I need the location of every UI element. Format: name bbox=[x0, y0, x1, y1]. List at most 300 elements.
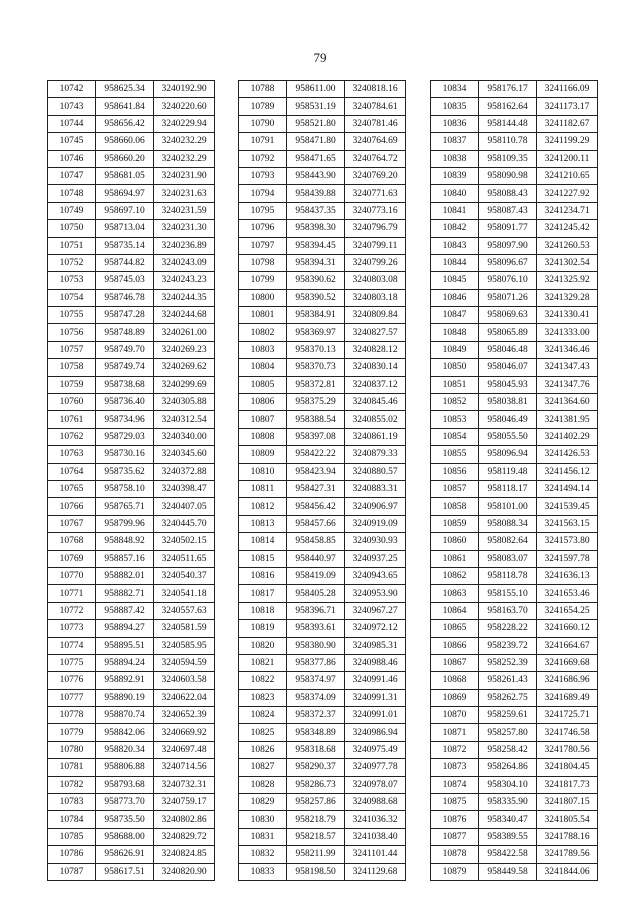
y-coordinate-cell: 3241227.92 bbox=[537, 185, 598, 202]
point-id-cell: 10807 bbox=[239, 411, 287, 428]
y-coordinate-cell: 3240759.17 bbox=[154, 794, 215, 811]
table-row bbox=[48, 98, 215, 115]
table-row bbox=[48, 480, 215, 497]
table-row bbox=[239, 759, 406, 776]
y-coordinate-cell: 3241844.06 bbox=[537, 863, 598, 880]
table-row bbox=[431, 289, 598, 306]
page-number: 79 bbox=[313, 50, 327, 65]
x-coordinate-cell: 958423.94 bbox=[287, 463, 345, 480]
table-row bbox=[48, 220, 215, 237]
y-coordinate-cell: 3240594.59 bbox=[154, 654, 215, 671]
table-row bbox=[431, 341, 598, 358]
x-coordinate-cell: 958440.97 bbox=[287, 550, 345, 567]
point-id-cell: 10843 bbox=[431, 237, 479, 254]
x-coordinate-cell: 958076.10 bbox=[479, 272, 537, 289]
point-id-cell: 10809 bbox=[239, 446, 287, 463]
y-coordinate-cell: 3240830.14 bbox=[345, 359, 406, 376]
y-coordinate-cell: 3240732.31 bbox=[154, 776, 215, 793]
point-id-cell: 10808 bbox=[239, 428, 287, 445]
y-coordinate-cell: 3240340.00 bbox=[154, 428, 215, 445]
point-id-cell: 10871 bbox=[431, 724, 479, 741]
y-coordinate-cell: 3241664.67 bbox=[537, 637, 598, 654]
table-row bbox=[431, 446, 598, 463]
y-coordinate-cell: 3241364.60 bbox=[537, 394, 598, 411]
y-coordinate-cell: 3241381.95 bbox=[537, 411, 598, 428]
point-id-cell: 10819 bbox=[239, 620, 287, 637]
x-coordinate-cell: 958046.48 bbox=[479, 341, 537, 358]
table-row bbox=[48, 654, 215, 671]
point-id-cell: 10836 bbox=[431, 115, 479, 132]
point-id-cell: 10828 bbox=[239, 776, 287, 793]
y-coordinate-cell: 3240906.97 bbox=[345, 498, 406, 515]
table-row bbox=[48, 150, 215, 167]
table-row bbox=[431, 98, 598, 115]
point-id-cell: 10792 bbox=[239, 150, 287, 167]
x-coordinate-cell: 958734.96 bbox=[96, 411, 154, 428]
table-row bbox=[48, 81, 215, 98]
y-coordinate-cell: 3241597.78 bbox=[537, 550, 598, 567]
x-coordinate-cell: 958211.99 bbox=[287, 846, 345, 863]
y-coordinate-cell: 3241653.46 bbox=[537, 585, 598, 602]
table-row bbox=[48, 620, 215, 637]
point-id-cell: 10774 bbox=[48, 637, 96, 654]
point-id-cell: 10867 bbox=[431, 654, 479, 671]
table-row bbox=[48, 533, 215, 550]
y-coordinate-cell: 3240803.18 bbox=[345, 289, 406, 306]
x-coordinate-cell: 958239.72 bbox=[479, 637, 537, 654]
table-row bbox=[48, 202, 215, 219]
y-coordinate-cell: 3241199.29 bbox=[537, 133, 598, 150]
table-row bbox=[239, 98, 406, 115]
y-coordinate-cell: 3241669.68 bbox=[537, 654, 598, 671]
table-row bbox=[239, 654, 406, 671]
point-id-cell: 10842 bbox=[431, 220, 479, 237]
y-coordinate-cell: 3240809.84 bbox=[345, 307, 406, 324]
point-id-cell: 10863 bbox=[431, 585, 479, 602]
y-coordinate-cell: 3241182.67 bbox=[537, 115, 598, 132]
point-id-cell: 10859 bbox=[431, 515, 479, 532]
table-row bbox=[48, 811, 215, 828]
x-coordinate-cell: 958848.92 bbox=[96, 533, 154, 550]
y-coordinate-cell: 3241329.28 bbox=[537, 289, 598, 306]
y-coordinate-cell: 3240243.23 bbox=[154, 272, 215, 289]
y-coordinate-cell: 3240837.12 bbox=[345, 376, 406, 393]
table-row bbox=[48, 741, 215, 758]
table-row bbox=[431, 828, 598, 845]
y-coordinate-cell: 3240269.62 bbox=[154, 359, 215, 376]
x-coordinate-cell: 958443.90 bbox=[287, 167, 345, 184]
y-coordinate-cell: 3240445.70 bbox=[154, 515, 215, 532]
point-id-cell: 10862 bbox=[431, 567, 479, 584]
point-id-cell: 10870 bbox=[431, 707, 479, 724]
x-coordinate-cell: 958096.94 bbox=[479, 446, 537, 463]
y-coordinate-cell: 3240231.63 bbox=[154, 185, 215, 202]
table-row bbox=[48, 602, 215, 619]
x-coordinate-cell: 958617.51 bbox=[96, 863, 154, 880]
y-coordinate-cell: 3240299.69 bbox=[154, 376, 215, 393]
y-coordinate-cell: 3240781.46 bbox=[345, 115, 406, 132]
point-id-cell: 10787 bbox=[48, 863, 96, 880]
y-coordinate-cell: 3241245.42 bbox=[537, 220, 598, 237]
x-coordinate-cell: 958749.74 bbox=[96, 359, 154, 376]
x-coordinate-cell: 958218.79 bbox=[287, 811, 345, 828]
y-coordinate-cell: 3240232.29 bbox=[154, 133, 215, 150]
y-coordinate-cell: 3240244.35 bbox=[154, 289, 215, 306]
table-row bbox=[48, 550, 215, 567]
table-row bbox=[48, 863, 215, 880]
x-coordinate-cell: 958380.90 bbox=[287, 637, 345, 654]
table-row bbox=[431, 133, 598, 150]
point-id-cell: 10821 bbox=[239, 654, 287, 671]
y-coordinate-cell: 3240967.27 bbox=[345, 602, 406, 619]
point-id-cell: 10856 bbox=[431, 463, 479, 480]
x-coordinate-cell: 958397.08 bbox=[287, 428, 345, 445]
table-row bbox=[48, 394, 215, 411]
point-id-cell: 10817 bbox=[239, 585, 287, 602]
x-coordinate-cell: 958370.73 bbox=[287, 359, 345, 376]
y-coordinate-cell: 3241689.49 bbox=[537, 689, 598, 706]
point-id-cell: 10832 bbox=[239, 846, 287, 863]
point-id-cell: 10835 bbox=[431, 98, 479, 115]
y-coordinate-cell: 3240827.57 bbox=[345, 324, 406, 341]
table-row bbox=[48, 115, 215, 132]
table-row bbox=[48, 689, 215, 706]
y-coordinate-cell: 3241036.32 bbox=[345, 811, 406, 828]
table-row bbox=[431, 359, 598, 376]
table-row bbox=[431, 689, 598, 706]
point-id-cell: 10801 bbox=[239, 307, 287, 324]
point-id-cell: 10827 bbox=[239, 759, 287, 776]
table-row bbox=[431, 185, 598, 202]
y-coordinate-cell: 3240764.69 bbox=[345, 133, 406, 150]
x-coordinate-cell: 958405.28 bbox=[287, 585, 345, 602]
table-row bbox=[239, 498, 406, 515]
table-row bbox=[431, 533, 598, 550]
x-coordinate-cell: 958374.09 bbox=[287, 689, 345, 706]
y-coordinate-cell: 3240975.49 bbox=[345, 741, 406, 758]
point-id-cell: 10861 bbox=[431, 550, 479, 567]
y-coordinate-cell: 3240232.29 bbox=[154, 150, 215, 167]
y-coordinate-cell: 3241346.46 bbox=[537, 341, 598, 358]
table-row bbox=[239, 133, 406, 150]
table-row bbox=[239, 289, 406, 306]
table-row bbox=[48, 185, 215, 202]
x-coordinate-cell: 958799.96 bbox=[96, 515, 154, 532]
point-id-cell: 10786 bbox=[48, 846, 96, 863]
y-coordinate-cell: 3240511.65 bbox=[154, 550, 215, 567]
x-coordinate-cell: 958377.86 bbox=[287, 654, 345, 671]
point-id-cell: 10868 bbox=[431, 672, 479, 689]
table-row bbox=[239, 202, 406, 219]
point-id-cell: 10872 bbox=[431, 741, 479, 758]
point-id-cell: 10876 bbox=[431, 811, 479, 828]
table-row bbox=[431, 759, 598, 776]
point-id-cell: 10765 bbox=[48, 480, 96, 497]
table-row bbox=[48, 567, 215, 584]
point-id-cell: 10831 bbox=[239, 828, 287, 845]
point-id-cell: 10788 bbox=[239, 81, 287, 98]
x-coordinate-cell: 958439.88 bbox=[287, 185, 345, 202]
x-coordinate-cell: 958119.48 bbox=[479, 463, 537, 480]
x-coordinate-cell: 958162.64 bbox=[479, 98, 537, 115]
y-coordinate-cell: 3240229.94 bbox=[154, 115, 215, 132]
point-id-cell: 10841 bbox=[431, 202, 479, 219]
x-coordinate-cell: 958746.78 bbox=[96, 289, 154, 306]
y-coordinate-cell: 3240769.20 bbox=[345, 167, 406, 184]
x-coordinate-cell: 958437.35 bbox=[287, 202, 345, 219]
x-coordinate-cell: 958396.71 bbox=[287, 602, 345, 619]
point-id-cell: 10848 bbox=[431, 324, 479, 341]
y-coordinate-cell: 3240991.01 bbox=[345, 707, 406, 724]
y-coordinate-cell: 3240861.19 bbox=[345, 428, 406, 445]
point-id-cell: 10798 bbox=[239, 254, 287, 271]
table-row bbox=[431, 254, 598, 271]
point-id-cell: 10796 bbox=[239, 220, 287, 237]
table-row bbox=[239, 167, 406, 184]
point-id-cell: 10751 bbox=[48, 237, 96, 254]
table-row bbox=[431, 567, 598, 584]
table-row bbox=[48, 254, 215, 271]
point-id-cell: 10878 bbox=[431, 846, 479, 863]
table-row bbox=[48, 324, 215, 341]
x-coordinate-cell: 958257.80 bbox=[479, 724, 537, 741]
x-coordinate-cell: 958045.93 bbox=[479, 376, 537, 393]
x-coordinate-cell: 958531.19 bbox=[287, 98, 345, 115]
x-coordinate-cell: 958252.39 bbox=[479, 654, 537, 671]
y-coordinate-cell: 3240802.86 bbox=[154, 811, 215, 828]
point-id-cell: 10758 bbox=[48, 359, 96, 376]
x-coordinate-cell: 958286.73 bbox=[287, 776, 345, 793]
table-row bbox=[48, 828, 215, 845]
y-coordinate-cell: 3240669.92 bbox=[154, 724, 215, 741]
y-coordinate-cell: 3240799.11 bbox=[345, 237, 406, 254]
table-row bbox=[431, 480, 598, 497]
x-coordinate-cell: 958384.91 bbox=[287, 307, 345, 324]
table-row bbox=[431, 585, 598, 602]
x-coordinate-cell: 958071.26 bbox=[479, 289, 537, 306]
x-coordinate-cell: 958735.14 bbox=[96, 237, 154, 254]
point-id-cell: 10874 bbox=[431, 776, 479, 793]
table-row bbox=[48, 637, 215, 654]
y-coordinate-cell: 3241817.73 bbox=[537, 776, 598, 793]
x-coordinate-cell: 958890.19 bbox=[96, 689, 154, 706]
table-row bbox=[431, 237, 598, 254]
x-coordinate-cell: 958457.66 bbox=[287, 515, 345, 532]
table-row bbox=[48, 272, 215, 289]
y-coordinate-cell: 3240978.07 bbox=[345, 776, 406, 793]
table-row bbox=[239, 741, 406, 758]
table-row bbox=[239, 602, 406, 619]
x-coordinate-cell: 958744.82 bbox=[96, 254, 154, 271]
y-coordinate-cell: 3241210.65 bbox=[537, 167, 598, 184]
x-coordinate-cell: 958118.78 bbox=[479, 567, 537, 584]
x-coordinate-cell: 958393.61 bbox=[287, 620, 345, 637]
x-coordinate-cell: 958471.65 bbox=[287, 150, 345, 167]
table-row bbox=[431, 550, 598, 567]
table-row bbox=[431, 167, 598, 184]
x-coordinate-cell: 958083.07 bbox=[479, 550, 537, 567]
table-row bbox=[239, 376, 406, 393]
point-id-cell: 10766 bbox=[48, 498, 96, 515]
point-id-cell: 10759 bbox=[48, 376, 96, 393]
x-coordinate-cell: 958694.97 bbox=[96, 185, 154, 202]
table-row bbox=[48, 341, 215, 358]
x-coordinate-cell: 958419.09 bbox=[287, 567, 345, 584]
x-coordinate-cell: 958427.31 bbox=[287, 480, 345, 497]
x-coordinate-cell: 958109.35 bbox=[479, 150, 537, 167]
x-coordinate-cell: 958626.91 bbox=[96, 846, 154, 863]
y-coordinate-cell: 3240581.59 bbox=[154, 620, 215, 637]
point-id-cell: 10869 bbox=[431, 689, 479, 706]
point-id-cell: 10799 bbox=[239, 272, 287, 289]
y-coordinate-cell: 3240312.54 bbox=[154, 411, 215, 428]
table-row bbox=[431, 411, 598, 428]
y-coordinate-cell: 3240345.60 bbox=[154, 446, 215, 463]
table-row bbox=[48, 759, 215, 776]
x-coordinate-cell: 958261.43 bbox=[479, 672, 537, 689]
table-row bbox=[239, 776, 406, 793]
table-row bbox=[239, 359, 406, 376]
y-coordinate-cell: 3241686.96 bbox=[537, 672, 598, 689]
table-row bbox=[431, 811, 598, 828]
x-coordinate-cell: 958735.62 bbox=[96, 463, 154, 480]
y-coordinate-cell: 3241780.56 bbox=[537, 741, 598, 758]
x-coordinate-cell: 958449.58 bbox=[479, 863, 537, 880]
y-coordinate-cell: 3240714.56 bbox=[154, 759, 215, 776]
point-id-cell: 10776 bbox=[48, 672, 96, 689]
y-coordinate-cell: 3241725.71 bbox=[537, 707, 598, 724]
y-coordinate-cell: 3240828.12 bbox=[345, 341, 406, 358]
x-coordinate-cell: 958749.70 bbox=[96, 341, 154, 358]
y-coordinate-cell: 3240991.31 bbox=[345, 689, 406, 706]
point-id-cell: 10756 bbox=[48, 324, 96, 341]
y-coordinate-cell: 3241654.25 bbox=[537, 602, 598, 619]
y-coordinate-cell: 3241333.00 bbox=[537, 324, 598, 341]
point-id-cell: 10813 bbox=[239, 515, 287, 532]
x-coordinate-cell: 958372.37 bbox=[287, 707, 345, 724]
table-row bbox=[431, 428, 598, 445]
x-coordinate-cell: 958096.67 bbox=[479, 254, 537, 271]
x-coordinate-cell: 958228.22 bbox=[479, 620, 537, 637]
x-coordinate-cell: 958388.54 bbox=[287, 411, 345, 428]
point-id-cell: 10770 bbox=[48, 567, 96, 584]
point-id-cell: 10761 bbox=[48, 411, 96, 428]
point-id-cell: 10780 bbox=[48, 741, 96, 758]
y-coordinate-cell: 3240622.04 bbox=[154, 689, 215, 706]
table-row bbox=[239, 550, 406, 567]
y-coordinate-cell: 3240977.78 bbox=[345, 759, 406, 776]
table-row bbox=[48, 167, 215, 184]
x-coordinate-cell: 958176.17 bbox=[479, 81, 537, 98]
point-id-cell: 10822 bbox=[239, 672, 287, 689]
y-coordinate-cell: 3241129.68 bbox=[345, 863, 406, 880]
table-row bbox=[239, 446, 406, 463]
x-coordinate-cell: 958895.51 bbox=[96, 637, 154, 654]
x-coordinate-cell: 958290.37 bbox=[287, 759, 345, 776]
table-row bbox=[431, 376, 598, 393]
x-coordinate-cell: 958456.42 bbox=[287, 498, 345, 515]
point-id-cell: 10789 bbox=[239, 98, 287, 115]
x-coordinate-cell: 958038.81 bbox=[479, 394, 537, 411]
table-row bbox=[239, 811, 406, 828]
table-row bbox=[239, 115, 406, 132]
y-coordinate-cell: 3240244.68 bbox=[154, 307, 215, 324]
point-id-cell: 10775 bbox=[48, 654, 96, 671]
x-coordinate-cell: 958882.01 bbox=[96, 567, 154, 584]
x-coordinate-cell: 958390.52 bbox=[287, 289, 345, 306]
point-id-cell: 10851 bbox=[431, 376, 479, 393]
point-id-cell: 10793 bbox=[239, 167, 287, 184]
y-coordinate-cell: 3241660.12 bbox=[537, 620, 598, 637]
point-id-cell: 10852 bbox=[431, 394, 479, 411]
x-coordinate-cell: 958257.86 bbox=[287, 794, 345, 811]
point-id-cell: 10879 bbox=[431, 863, 479, 880]
table-row bbox=[431, 394, 598, 411]
x-coordinate-cell: 958090.98 bbox=[479, 167, 537, 184]
table-row bbox=[239, 150, 406, 167]
table-row bbox=[48, 133, 215, 150]
table-row bbox=[431, 150, 598, 167]
x-coordinate-cell: 958842.06 bbox=[96, 724, 154, 741]
x-coordinate-cell: 958097.90 bbox=[479, 237, 537, 254]
point-id-cell: 10826 bbox=[239, 741, 287, 758]
table-row bbox=[431, 115, 598, 132]
y-coordinate-cell: 3240261.00 bbox=[154, 324, 215, 341]
table-row bbox=[239, 689, 406, 706]
table-row bbox=[48, 776, 215, 793]
y-coordinate-cell: 3240557.63 bbox=[154, 602, 215, 619]
x-coordinate-cell: 958218.57 bbox=[287, 828, 345, 845]
y-coordinate-cell: 3240986.94 bbox=[345, 724, 406, 741]
y-coordinate-cell: 3240953.90 bbox=[345, 585, 406, 602]
table-row bbox=[48, 359, 215, 376]
point-id-cell: 10743 bbox=[48, 98, 96, 115]
y-coordinate-cell: 3241038.40 bbox=[345, 828, 406, 845]
point-id-cell: 10857 bbox=[431, 480, 479, 497]
table-row bbox=[48, 237, 215, 254]
x-coordinate-cell: 958390.62 bbox=[287, 272, 345, 289]
point-id-cell: 10745 bbox=[48, 133, 96, 150]
table-row bbox=[431, 324, 598, 341]
coordinate-table-3 bbox=[430, 80, 598, 881]
y-coordinate-cell: 3240803.08 bbox=[345, 272, 406, 289]
x-coordinate-cell: 958748.89 bbox=[96, 324, 154, 341]
table-row bbox=[431, 515, 598, 532]
point-id-cell: 10846 bbox=[431, 289, 479, 306]
point-id-cell: 10849 bbox=[431, 341, 479, 358]
point-id-cell: 10754 bbox=[48, 289, 96, 306]
x-coordinate-cell: 958370.13 bbox=[287, 341, 345, 358]
table-row bbox=[239, 567, 406, 584]
table-row bbox=[48, 585, 215, 602]
point-id-cell: 10769 bbox=[48, 550, 96, 567]
point-id-cell: 10748 bbox=[48, 185, 96, 202]
point-id-cell: 10844 bbox=[431, 254, 479, 271]
table-row bbox=[431, 81, 598, 98]
point-id-cell: 10812 bbox=[239, 498, 287, 515]
table-row bbox=[239, 585, 406, 602]
x-coordinate-cell: 958688.00 bbox=[96, 828, 154, 845]
x-coordinate-cell: 958713.04 bbox=[96, 220, 154, 237]
point-id-cell: 10794 bbox=[239, 185, 287, 202]
point-id-cell: 10847 bbox=[431, 307, 479, 324]
x-coordinate-cell: 958087.43 bbox=[479, 202, 537, 219]
table-row bbox=[48, 498, 215, 515]
point-id-cell: 10784 bbox=[48, 811, 96, 828]
table-row bbox=[239, 254, 406, 271]
x-coordinate-cell: 958641.84 bbox=[96, 98, 154, 115]
y-coordinate-cell: 3240879.33 bbox=[345, 446, 406, 463]
